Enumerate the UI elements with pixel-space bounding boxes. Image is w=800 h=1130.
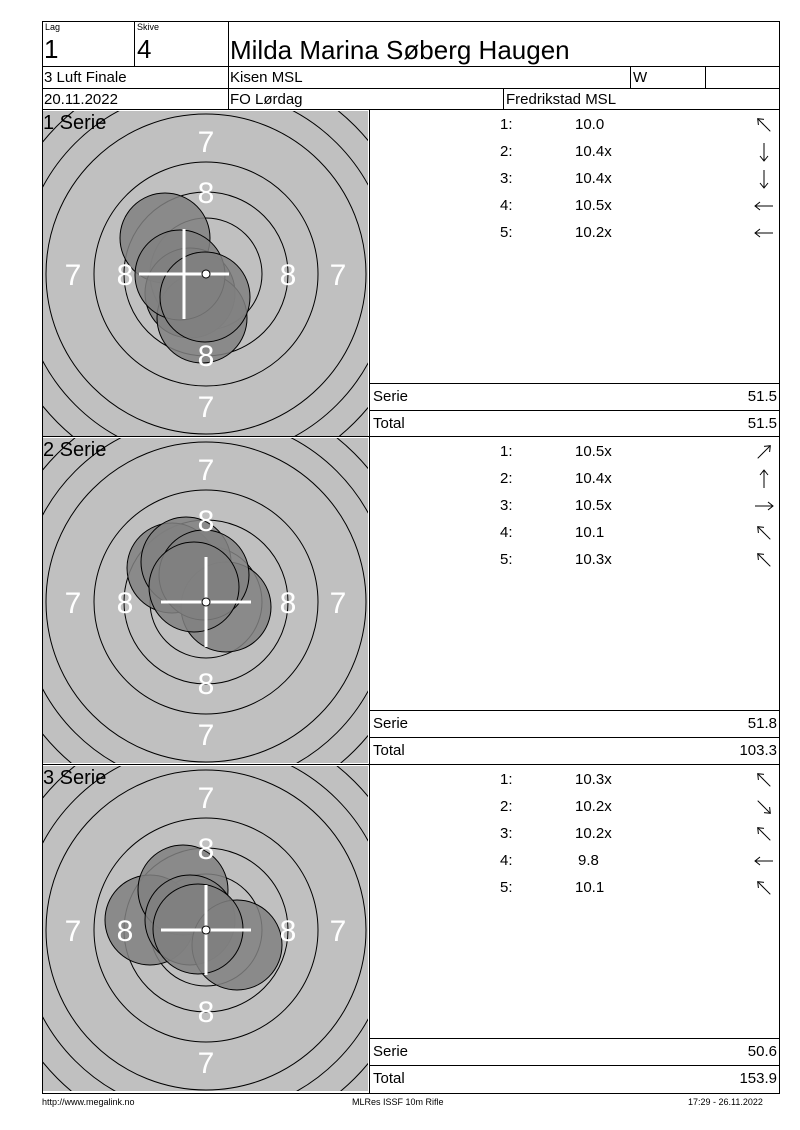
header-divider-1 bbox=[42, 66, 780, 67]
serie-line bbox=[369, 1038, 780, 1039]
target-diagram bbox=[43, 766, 368, 1091]
direction-arrow-icon bbox=[753, 441, 775, 463]
ring-number: 7 bbox=[64, 587, 82, 620]
direction-arrow-icon bbox=[753, 114, 775, 136]
shot-number: 1: bbox=[500, 443, 513, 460]
ring-number: 7 bbox=[329, 259, 347, 292]
shot-number: 3: bbox=[500, 825, 513, 842]
direction-arrow-icon bbox=[753, 222, 775, 244]
total-line bbox=[369, 737, 780, 738]
header-divider-3 bbox=[42, 109, 780, 110]
direction-arrow-icon bbox=[753, 195, 775, 217]
shot-number: 1: bbox=[500, 116, 513, 133]
shot-score: 10.5x bbox=[575, 497, 612, 514]
skive-value: 4 bbox=[137, 34, 152, 64]
series-title: 1 Serie bbox=[43, 112, 107, 134]
ring-number: 7 bbox=[329, 587, 347, 620]
ring-number: 8 bbox=[197, 668, 215, 701]
total-value: 153.9 bbox=[739, 1070, 777, 1087]
ring-number: 7 bbox=[197, 454, 215, 487]
shot-mark bbox=[149, 542, 239, 632]
direction-arrow-icon bbox=[753, 850, 775, 872]
gender: W bbox=[633, 69, 648, 86]
shot-number: 5: bbox=[500, 879, 513, 896]
header-col-divider-5 bbox=[503, 88, 504, 109]
ring-number: 8 bbox=[116, 259, 134, 292]
ring-number: 8 bbox=[197, 340, 215, 373]
venue: Fredrikstad MSL bbox=[506, 91, 617, 108]
target-shots-divider bbox=[369, 765, 370, 1093]
direction-arrow-icon bbox=[753, 141, 775, 163]
shot-score: 10.3x bbox=[575, 551, 612, 568]
shot-score: 10.3x bbox=[575, 771, 612, 788]
total-line bbox=[369, 410, 780, 411]
serie-label: Serie bbox=[373, 715, 409, 732]
header-col-divider-2 bbox=[228, 21, 229, 109]
shot-score: 9.8 bbox=[578, 852, 599, 869]
footer-url[interactable]: http://www.megalink.no bbox=[42, 1097, 135, 1107]
shot-score: 10.2x bbox=[575, 224, 612, 241]
direction-arrow-icon bbox=[753, 823, 775, 845]
shot-score: 10.5x bbox=[575, 197, 612, 214]
serie-value: 51.5 bbox=[747, 388, 777, 405]
ring-number: 7 bbox=[197, 782, 215, 815]
serie-line bbox=[369, 383, 780, 384]
total-label: Total bbox=[373, 742, 405, 759]
ring-number: 8 bbox=[279, 587, 297, 620]
serie-value: 50.6 bbox=[747, 1043, 777, 1060]
ring-number: 7 bbox=[197, 1047, 215, 1080]
ring-number: 8 bbox=[116, 915, 134, 948]
series-title: 3 Serie bbox=[43, 767, 107, 789]
shot-number: 1: bbox=[500, 771, 513, 788]
direction-arrow-icon bbox=[753, 769, 775, 791]
shot-number: 3: bbox=[500, 170, 513, 187]
series-divider bbox=[42, 436, 780, 437]
target-center bbox=[202, 270, 210, 278]
shot-number: 4: bbox=[500, 524, 513, 541]
serie-label: Serie bbox=[373, 388, 409, 405]
ring-number: 8 bbox=[197, 177, 215, 210]
shot-score: 10.2x bbox=[575, 798, 612, 815]
target-center bbox=[202, 598, 210, 606]
total-line bbox=[369, 1065, 780, 1066]
event-name: FO Lørdag bbox=[230, 91, 303, 108]
shot-number: 2: bbox=[500, 143, 513, 160]
ring-number: 8 bbox=[116, 587, 134, 620]
direction-arrow-icon bbox=[753, 796, 775, 818]
ring-number: 7 bbox=[329, 915, 347, 948]
direction-arrow-icon bbox=[753, 877, 775, 899]
target-diagram bbox=[43, 438, 368, 763]
ring-number: 8 bbox=[279, 259, 297, 292]
ring-number: 7 bbox=[64, 259, 82, 292]
lag-value: 1 bbox=[44, 34, 59, 64]
target-diagram bbox=[43, 111, 368, 436]
direction-arrow-icon bbox=[753, 549, 775, 571]
ring-number: 7 bbox=[197, 719, 215, 752]
total-label: Total bbox=[373, 1070, 405, 1087]
shot-score: 10.4x bbox=[575, 170, 612, 187]
ring-number: 7 bbox=[64, 915, 82, 948]
shot-number: 5: bbox=[500, 224, 513, 241]
shot-number: 2: bbox=[500, 798, 513, 815]
header-col-divider-3 bbox=[630, 66, 631, 88]
shot-number: 3: bbox=[500, 497, 513, 514]
ring-number: 7 bbox=[197, 126, 215, 159]
total-value: 51.5 bbox=[747, 415, 777, 432]
ring-number: 8 bbox=[197, 505, 215, 538]
target-shots-divider bbox=[369, 110, 370, 438]
footer-software: MLRes ISSF 10m Rifle bbox=[352, 1097, 444, 1107]
shot-score: 10.0 bbox=[575, 116, 605, 133]
total-label: Total bbox=[373, 415, 405, 432]
direction-arrow-icon bbox=[753, 168, 775, 190]
shooter-name: Milda Marina Søberg Haugen bbox=[230, 35, 570, 65]
ring-number: 7 bbox=[197, 391, 215, 424]
direction-arrow-icon bbox=[753, 495, 775, 517]
skive-label: Skive bbox=[137, 22, 160, 32]
footer-timestamp: 17:29 - 26.11.2022 bbox=[688, 1097, 763, 1107]
serie-value: 51.8 bbox=[747, 715, 777, 732]
header-col-divider-4 bbox=[705, 66, 706, 88]
shot-score: 10.5x bbox=[575, 443, 612, 460]
serie-label: Serie bbox=[373, 1043, 409, 1060]
shot-score: 10.4x bbox=[575, 143, 612, 160]
direction-arrow-icon bbox=[753, 522, 775, 544]
competition-class: 3 Luft Finale bbox=[44, 69, 127, 86]
serie-line bbox=[369, 710, 780, 711]
shot-number: 2: bbox=[500, 470, 513, 487]
ring-number: 8 bbox=[279, 915, 297, 948]
series-title: 2 Serie bbox=[43, 439, 107, 461]
shot-score: 10.4x bbox=[575, 470, 612, 487]
header-col-divider-1 bbox=[134, 21, 135, 66]
shot-number: 4: bbox=[500, 852, 513, 869]
club-name: Kisen MSL bbox=[230, 69, 303, 86]
shot-number: 4: bbox=[500, 197, 513, 214]
shot-number: 5: bbox=[500, 551, 513, 568]
shot-score: 10.2x bbox=[575, 825, 612, 842]
ring-number: 8 bbox=[197, 833, 215, 866]
direction-arrow-icon bbox=[753, 468, 775, 490]
shot-score: 10.1 bbox=[575, 524, 605, 541]
date: 20.11.2022 bbox=[44, 91, 118, 108]
series-divider bbox=[42, 764, 780, 765]
target-shots-divider bbox=[369, 437, 370, 765]
shot-mark bbox=[160, 252, 250, 342]
shot-score: 10.1 bbox=[575, 879, 605, 896]
target-center bbox=[202, 926, 210, 934]
ring-number: 8 bbox=[197, 996, 215, 1029]
header-divider-2 bbox=[42, 88, 780, 89]
lag-label: Lag bbox=[45, 22, 61, 32]
total-value: 103.3 bbox=[739, 742, 777, 759]
